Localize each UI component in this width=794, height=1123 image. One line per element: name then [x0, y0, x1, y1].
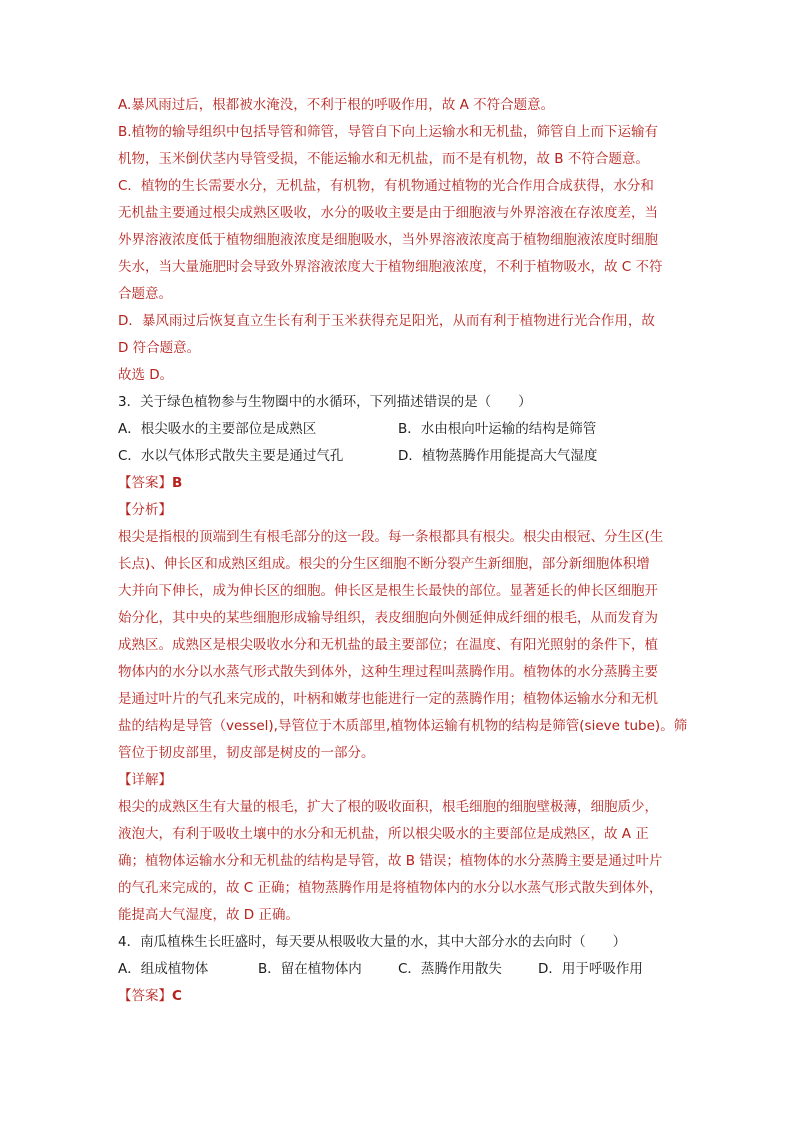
analysis-label: 【分析】	[118, 502, 172, 518]
options-row	[118, 443, 678, 470]
question-4	[118, 929, 678, 1010]
document-content	[118, 92, 688, 1010]
text-line: 盐的结构是导管（vessel),导管位于木质部里,植物体运输有机物的结构是筛管(sieve tube)。筛	[118, 718, 688, 734]
text-line: 根尖是指根的顶端到生有根毛部分的这一段。每一条根都具有根尖。根尖由根冠、分生区(生	[118, 529, 664, 545]
answer-label: 【答案】	[118, 475, 172, 491]
text-line: 的气孔来完成的，故 C 正确；植物蒸腾作用是将植物体内的水分以水蒸气形式散失到体外，	[118, 880, 663, 896]
text-line: D 符合题意。	[118, 340, 201, 356]
text-line: 无机盐主要通过根尖成熟区吸收，水分的吸收主要是由于细胞液与外界溶液在存浓度差，当	[118, 205, 658, 221]
text-line: 成熟区。成熟区是根尖吸收水分和无机盐的最主要部位；在温度、有阳光照射的条件下，植	[118, 637, 658, 653]
option-b: B．留在植物体内	[258, 961, 362, 977]
text-line: 根尖的成熟区生有大量的根毛，扩大了根的吸收面积，根毛细胞的细胞壁极薄，细胞质少，	[118, 799, 658, 815]
option-b: B．水由根向叶运输的结构是筛管	[398, 421, 597, 437]
previous-explanation	[118, 92, 678, 389]
text-line: C．植物的生长需要水分，无机盐，有机物，有机物通过植物的光合作用合成获得，水分和	[118, 178, 654, 194]
text-line: 物体内的水分以水蒸气形式散失到体外，这种生理过程叫蒸腾作用。植物体的水分蒸腾主要	[118, 664, 658, 680]
answer-value: C	[172, 988, 182, 1004]
text-line: 确；植物体运输水分和无机盐的结构是导管，故 B 错误；植物体的水分蒸腾主要是通过叶片	[118, 853, 663, 869]
text-line: 故选 D。	[118, 367, 174, 383]
option-d: D．用于呼吸作用	[538, 961, 643, 977]
question-stem: 3．关于绿色植物参与生物圈中的水循环，下列描述错误的是（ ）	[118, 394, 532, 410]
option-a: A．根尖吸水的主要部位是成熟区	[118, 421, 317, 437]
text-line: B.植物的输导组织中包括导管和筛管，导管自下向上运输水和无机盐，筛管自上而下运输有	[118, 124, 659, 140]
option-c: C．蒸腾作用散失	[398, 961, 502, 977]
text-line: D．暴风雨过后恢复直立生长有利于玉米获得充足阳光，从而有利于植物进行光合作用，故	[118, 313, 655, 329]
text-line: 始分化，其中央的某些细胞形成输导组织，表皮细胞向外侧延伸成纤细的根毛，从而发育为	[118, 610, 658, 626]
option-c: C．水以气体形式散失主要是通过气孔	[118, 448, 344, 464]
answer-line	[118, 470, 678, 497]
text-line: 液泡大，有利于吸收土壤中的水分和无机盐，所以根尖吸水的主要部位是成熟区，故 A 正	[118, 826, 649, 842]
answer-line	[118, 983, 678, 1010]
text-line: 合题意。	[118, 286, 172, 302]
analysis-body	[118, 524, 688, 767]
text-line: 长点)、伸长区和成熟区组成。根尖的分生区细胞不断分裂产生新细胞，部分新细胞体积增	[118, 556, 650, 572]
text-line: 大并向下伸长，成为伸长区的细胞。伸长区是根生长最快的部位。显著延长的伸长区细胞开	[118, 583, 658, 599]
answer-label: 【答案】	[118, 988, 172, 1004]
options-row	[118, 416, 678, 443]
text-line: 能提高大气湿度，故 D 正确。	[118, 907, 299, 923]
text-line: 失水，当大量施肥时会导致外界溶液浓度大于植物细胞液浓度，不利于植物吸水，故 C 不符	[118, 259, 663, 275]
question-3	[118, 389, 688, 929]
detail-body	[118, 794, 678, 929]
text-line: 管位于韧皮部里，韧皮部是树皮的一部分。	[118, 745, 375, 761]
detail-label: 【详解】	[118, 772, 172, 788]
question-stem: 4．南瓜植株生长旺盛时，每天要从根吸收大量的水，其中大部分水的去向时（ ）	[118, 934, 627, 950]
option-a: A．组成植物体	[118, 961, 209, 977]
text-line: 外界溶液浓度低于植物细胞液浓度是细胞吸水，当外界溶液浓度高于植物细胞液浓度时细胞	[118, 232, 658, 248]
option-d: D．植物蒸腾作用能提高大气湿度	[398, 448, 598, 464]
text-line: 是通过叶片的气孔来完成的，叶柄和嫩芽也能进行一定的蒸腾作用；植物体运输水分和无机	[118, 691, 658, 707]
options-row	[118, 956, 678, 983]
text-line: 机物，玉米倒伏茎内导管受损，不能运输水和无机盐，而不是有机物，故 B 不符合题意。	[118, 151, 649, 167]
text-line: A.暴风雨过后，根都被水淹没，不利于根的呼吸作用，故 A 不符合题意。	[118, 97, 555, 113]
answer-value: B	[172, 475, 183, 491]
